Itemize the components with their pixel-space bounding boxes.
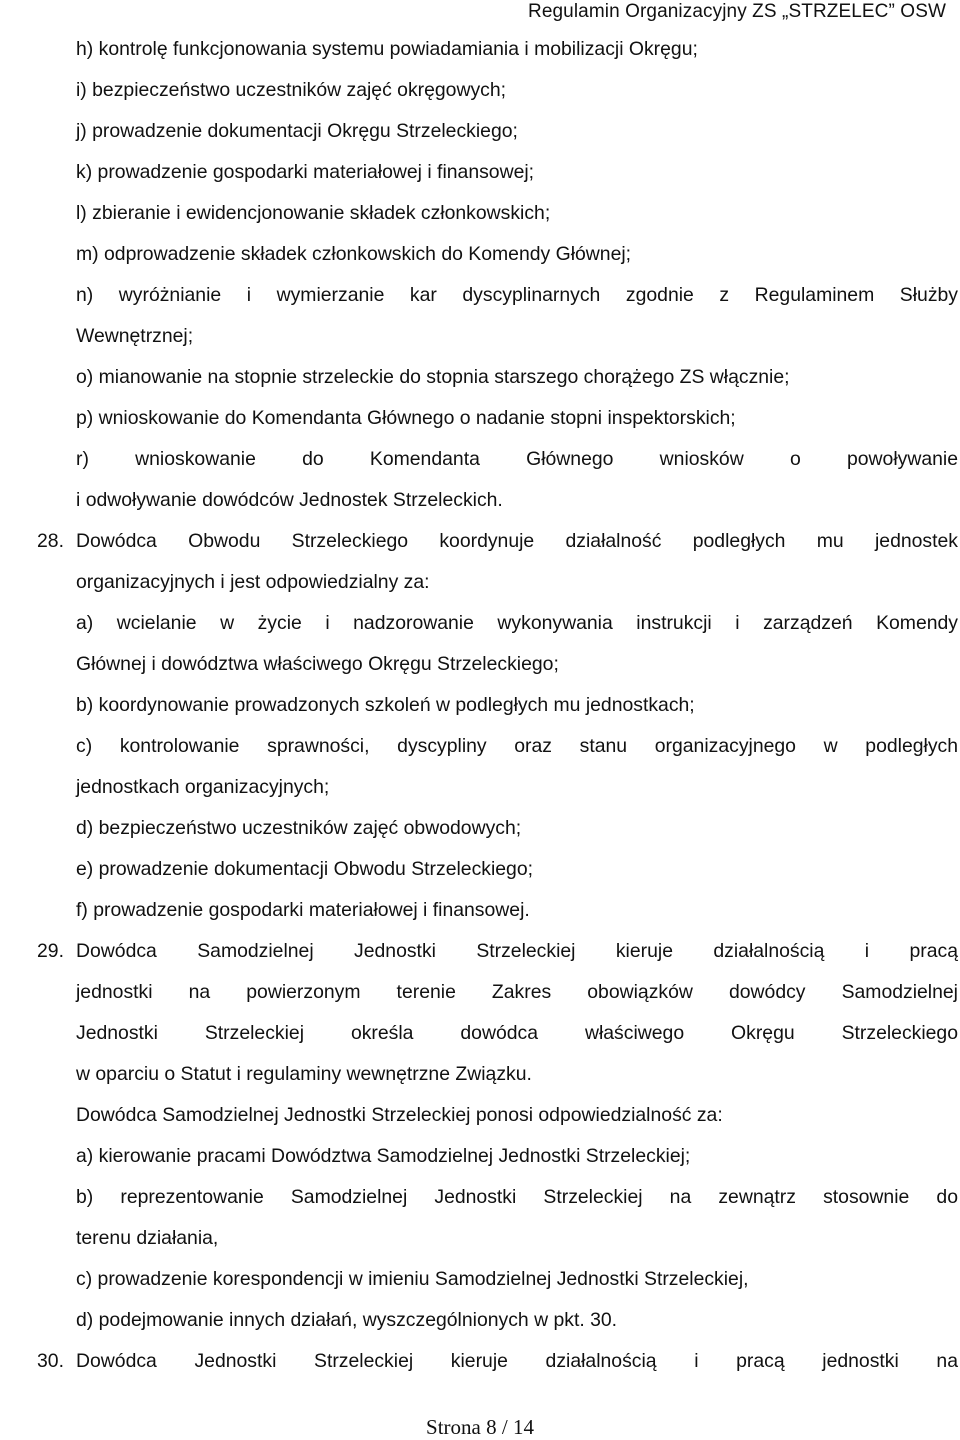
page-number-footer: Strona 8 / 14 bbox=[426, 1415, 534, 1439]
paragraph-30: 30. Dowódca Jednostki Strzeleckiej kieruje działalnością i pracą jednostki na bbox=[76, 1341, 958, 1382]
paragraph-28-continued: organizacyjnych i jest odpowiedzialny za: bbox=[76, 571, 430, 593]
list-item-o: o) mianowanie na stopnie strzeleckie do stopnia starszego chorążego ZS włącznie; bbox=[76, 366, 790, 388]
paragraph-28: 28. Dowódca Obwodu Strzeleckiego koordynuje działalność podległych mu jednostek bbox=[76, 521, 958, 562]
paragraph-29-line-3: Jednostki Strzeleckiej określa dowódca właściwego Okręgu Strzeleckiego bbox=[76, 1022, 958, 1044]
list-item-e: e) prowadzenie dokumentacji Obwodu Strzeleckiego; bbox=[76, 858, 534, 880]
paragraph-number: 30. bbox=[37, 1350, 64, 1372]
list-item-a: a) wcielanie w życie i nadzorowanie wykonywania instrukcji i zarządzeń Komendy bbox=[76, 612, 958, 634]
list-item-r-continued: i odwoływanie dowódców Jednostek Strzeleckich. bbox=[76, 489, 503, 511]
list-item-m: m) odprowadzenie składek członkowskich do Komendy Głównej; bbox=[76, 243, 632, 265]
list-item-i: i) bezpieczeństwo uczestników zajęć okręgowych; bbox=[76, 79, 507, 101]
list-item-a: a) kierowanie pracami Dowództwa Samodzielnej Jednostki Strzeleckiej; bbox=[76, 1145, 691, 1167]
list-item-n-continued: Wewnętrznej; bbox=[76, 325, 194, 347]
list-item-f: f) prowadzenie gospodarki materiałowej i finansowej. bbox=[76, 899, 530, 921]
list-item-j: j) prowadzenie dokumentacji Okręgu Strzeleckiego; bbox=[76, 120, 518, 142]
list-item-h: h) kontrolę funkcjonowania systemu powiadamiania i mobilizacji Okręgu; bbox=[76, 38, 698, 60]
list-item-r: r) wnioskowanie do Komendanta Głównego wniosków o powoływanie bbox=[76, 448, 958, 470]
list-item-b: b) reprezentowanie Samodzielnej Jednostki Strzeleckiej na zewnątrz stosownie do bbox=[76, 1186, 958, 1208]
list-item-a-continued: Głównej i dowództwa właściwego Okręgu Strzeleckiego; bbox=[76, 653, 559, 675]
list-item-n: n) wyróżnianie i wymierzanie kar dyscyplinarnych zgodnie z Regulaminem Służby bbox=[76, 284, 958, 306]
list-item-d: d) podejmowanie innych działań, wyszczególnionych w pkt. 30. bbox=[76, 1309, 618, 1331]
list-item-b-continued: terenu działania, bbox=[76, 1227, 219, 1249]
list-item-d: d) bezpieczeństwo uczestników zajęć obwodowych; bbox=[76, 817, 522, 839]
running-header: Regulamin Organizacyjny ZS „STRZELEC” OSW bbox=[528, 1, 946, 22]
list-item-c: c) kontrolowanie sprawności, dyscypliny oraz stanu organizacyjnego w podległych bbox=[76, 735, 958, 757]
paragraph-number: 28. bbox=[37, 530, 64, 552]
document-body bbox=[0, 29, 960, 1382]
list-item-k: k) prowadzenie gospodarki materiałowej i finansowej; bbox=[76, 161, 535, 183]
list-item-p: p) wnioskowanie do Komendanta Głównego o nadanie stopni inspektorskich; bbox=[76, 407, 736, 429]
paragraph-29-line-2: jednostki na powierzonym terenie Zakres obowiązków dowódcy Samodzielnej bbox=[76, 981, 958, 1003]
paragraph-29-line-4: w oparciu o Statut i regulaminy wewnętrzne Związku. bbox=[76, 1063, 532, 1085]
list-item-l: l) zbieranie i ewidencjonowanie składek członkowskich; bbox=[76, 202, 551, 224]
list-item-c-continued: jednostkach organizacyjnych; bbox=[76, 776, 330, 798]
paragraph-29: 29. Dowódca Samodzielnej Jednostki Strzeleckiej kieruje działalnością i pracą bbox=[76, 931, 958, 972]
paragraph-29-responsibility-intro: Dowódca Samodzielnej Jednostki Strzeleckiej ponosi odpowiedzialność za: bbox=[76, 1104, 723, 1126]
list-item-c: c) prowadzenie korespondencji w imieniu Samodzielnej Jednostki Strzeleckiej, bbox=[76, 1268, 749, 1290]
list-item-b: b) koordynowanie prowadzonych szkoleń w podległych mu jednostkach; bbox=[76, 694, 695, 716]
paragraph-number: 29. bbox=[37, 940, 64, 962]
